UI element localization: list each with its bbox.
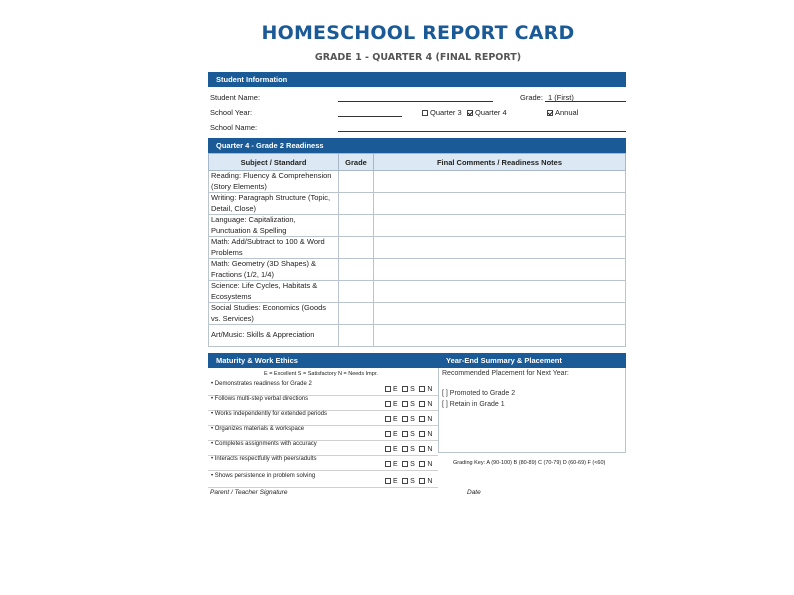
list-item — [208, 441, 438, 456]
readiness-header: Quarter 4 - Grade 2 Readiness — [208, 138, 626, 153]
subject-cell: Art/Music: Skills & Appreciation — [209, 325, 339, 347]
checkbox-icon[interactable] — [385, 386, 391, 392]
school-year-field[interactable] — [338, 116, 402, 117]
maturity-key: E = Excellent S = Satisfactory N = Needs Impr. — [264, 371, 378, 377]
list-item — [208, 411, 438, 426]
comments-cell[interactable] — [374, 171, 626, 193]
rating-options[interactable]: E S N — [385, 461, 433, 468]
quarter3-option[interactable] — [422, 108, 462, 117]
checkbox-icon[interactable] — [419, 416, 425, 422]
annual-checkbox-checked-icon — [547, 110, 553, 116]
quarter4-label: Quarter 4 — [475, 108, 507, 117]
maturity-header: Maturity & Work Ethics — [208, 353, 438, 368]
page-title: HOMESCHOOL REPORT CARD — [261, 22, 575, 44]
checkbox-icon[interactable] — [419, 478, 425, 484]
date-label: Date — [467, 489, 481, 496]
rating-options[interactable]: E S N — [385, 416, 433, 423]
grade-cell[interactable] — [339, 215, 374, 237]
annual-option[interactable] — [547, 108, 578, 117]
checkbox-icon[interactable] — [385, 446, 391, 452]
summary-box[interactable] — [438, 368, 626, 453]
table-row — [209, 325, 626, 347]
grade-cell[interactable] — [339, 171, 374, 193]
table-row — [209, 215, 626, 237]
maturity-item-label: • Shows persistence in problem solving — [211, 473, 316, 479]
maturity-item-label: • Demonstrates readiness for Grade 2 — [211, 381, 312, 387]
checkbox-icon[interactable] — [385, 416, 391, 422]
checkbox-icon[interactable] — [402, 401, 408, 407]
promoted-option[interactable]: [ ] Promoted to Grade 2 — [442, 390, 516, 397]
list-item — [208, 396, 438, 411]
rating-options[interactable]: E S N — [385, 386, 433, 393]
grade-cell[interactable] — [339, 259, 374, 281]
list-item — [208, 381, 438, 396]
school-name-field[interactable] — [338, 131, 626, 132]
recommended-placement-label: Recommended Placement for Next Year: — [442, 370, 569, 377]
comments-cell[interactable] — [374, 259, 626, 281]
subject-cell: Reading: Fluency & Comprehension (Story Elements) — [209, 171, 339, 193]
column-header-subject: Subject / Standard — [209, 154, 339, 171]
list-item — [208, 471, 438, 488]
quarter3-label: Quarter 3 — [430, 108, 462, 117]
grade-cell[interactable] — [339, 237, 374, 259]
checkbox-icon[interactable] — [402, 446, 408, 452]
subject-cell: Science: Life Cycles, Habitats & Ecosystems — [209, 281, 339, 303]
signature-label: Parent / Teacher Signature — [210, 489, 288, 496]
summary-header: Year-End Summary & Placement — [438, 353, 626, 368]
comments-cell[interactable] — [374, 215, 626, 237]
checkbox-icon[interactable] — [385, 478, 391, 484]
comments-cell[interactable] — [374, 281, 626, 303]
rating-options[interactable]: E S N — [385, 431, 433, 438]
grade-cell[interactable] — [339, 193, 374, 215]
page-subtitle: GRADE 1 - QUARTER 4 (FINAL REPORT) — [314, 52, 522, 63]
school-year-label: School Year: — [210, 108, 253, 117]
retain-option[interactable]: [ ] Retain in Grade 1 — [442, 401, 505, 408]
quarter4-option[interactable] — [467, 108, 507, 117]
student-name-label: Student Name: — [210, 93, 261, 102]
grade-cell[interactable] — [339, 303, 374, 325]
checkbox-icon[interactable] — [419, 386, 425, 392]
table-row — [209, 281, 626, 303]
checkbox-icon[interactable] — [385, 431, 391, 437]
subject-cell: Writing: Paragraph Structure (Topic, Detail, Close) — [209, 193, 339, 215]
grade-cell[interactable] — [339, 325, 374, 347]
maturity-item-label: • Organizes materials & workspace — [211, 426, 305, 432]
table-row — [209, 193, 626, 215]
quarter4-checkbox-checked-icon — [467, 110, 473, 116]
comments-cell[interactable] — [374, 325, 626, 347]
school-name-label: School Name: — [210, 123, 258, 132]
checkbox-icon[interactable] — [419, 446, 425, 452]
table-row — [209, 303, 626, 325]
table-row — [209, 171, 626, 193]
grade-cell[interactable] — [339, 281, 374, 303]
table-row — [209, 259, 626, 281]
comments-cell[interactable] — [374, 237, 626, 259]
checkbox-icon[interactable] — [385, 401, 391, 407]
subject-cell: Math: Add/Subtract to 100 & Word Problems — [209, 237, 339, 259]
checkbox-icon[interactable] — [402, 461, 408, 467]
table-row — [209, 237, 626, 259]
checkbox-icon[interactable] — [402, 416, 408, 422]
list-item — [208, 426, 438, 441]
rating-options[interactable]: E S N — [385, 478, 433, 485]
checkbox-icon[interactable] — [402, 386, 408, 392]
column-header-comments: Final Comments / Readiness Notes — [374, 154, 626, 171]
list-item — [208, 456, 438, 471]
checkbox-icon[interactable] — [402, 478, 408, 484]
rating-options[interactable]: E S N — [385, 446, 433, 453]
comments-cell[interactable] — [374, 193, 626, 215]
student-name-field[interactable] — [338, 101, 493, 102]
grade-field-line — [545, 101, 626, 102]
maturity-item-label: • Works independently for extended periods — [211, 411, 328, 417]
grade-label: Grade: — [520, 93, 543, 102]
grading-key: Grading Key: A (90-100) B (80-89) C (70-79) D (60-69) F (<60) — [453, 460, 606, 466]
readiness-table — [208, 153, 626, 347]
checkbox-icon[interactable] — [419, 401, 425, 407]
comments-cell[interactable] — [374, 303, 626, 325]
column-header-grade: Grade — [339, 154, 374, 171]
rating-options[interactable]: E S N — [385, 401, 433, 408]
student-info-header: Student Information — [208, 72, 626, 87]
subject-cell: Math: Geometry (3D Shapes) & Fractions (1/2, 1/4) — [209, 259, 339, 281]
maturity-item-label: • Follows multi-step verbal directions — [211, 396, 309, 402]
checkbox-icon[interactable] — [419, 461, 425, 467]
grade-value[interactable]: 1 (First) — [548, 93, 574, 102]
subject-cell: Language: Capitalization, Punctuation & Spelling — [209, 215, 339, 237]
checkbox-icon[interactable] — [402, 431, 408, 437]
annual-label: Annual — [555, 108, 579, 117]
maturity-item-label: • Completes assignments with accuracy — [211, 441, 317, 447]
checkbox-icon[interactable] — [385, 461, 391, 467]
maturity-item-label: • Interacts respectfully with peers/adults — [211, 456, 317, 462]
quarter3-checkbox-icon — [422, 110, 428, 116]
checkbox-icon[interactable] — [419, 431, 425, 437]
subject-cell: Social Studies: Economics (Goods vs. Services) — [209, 303, 339, 325]
